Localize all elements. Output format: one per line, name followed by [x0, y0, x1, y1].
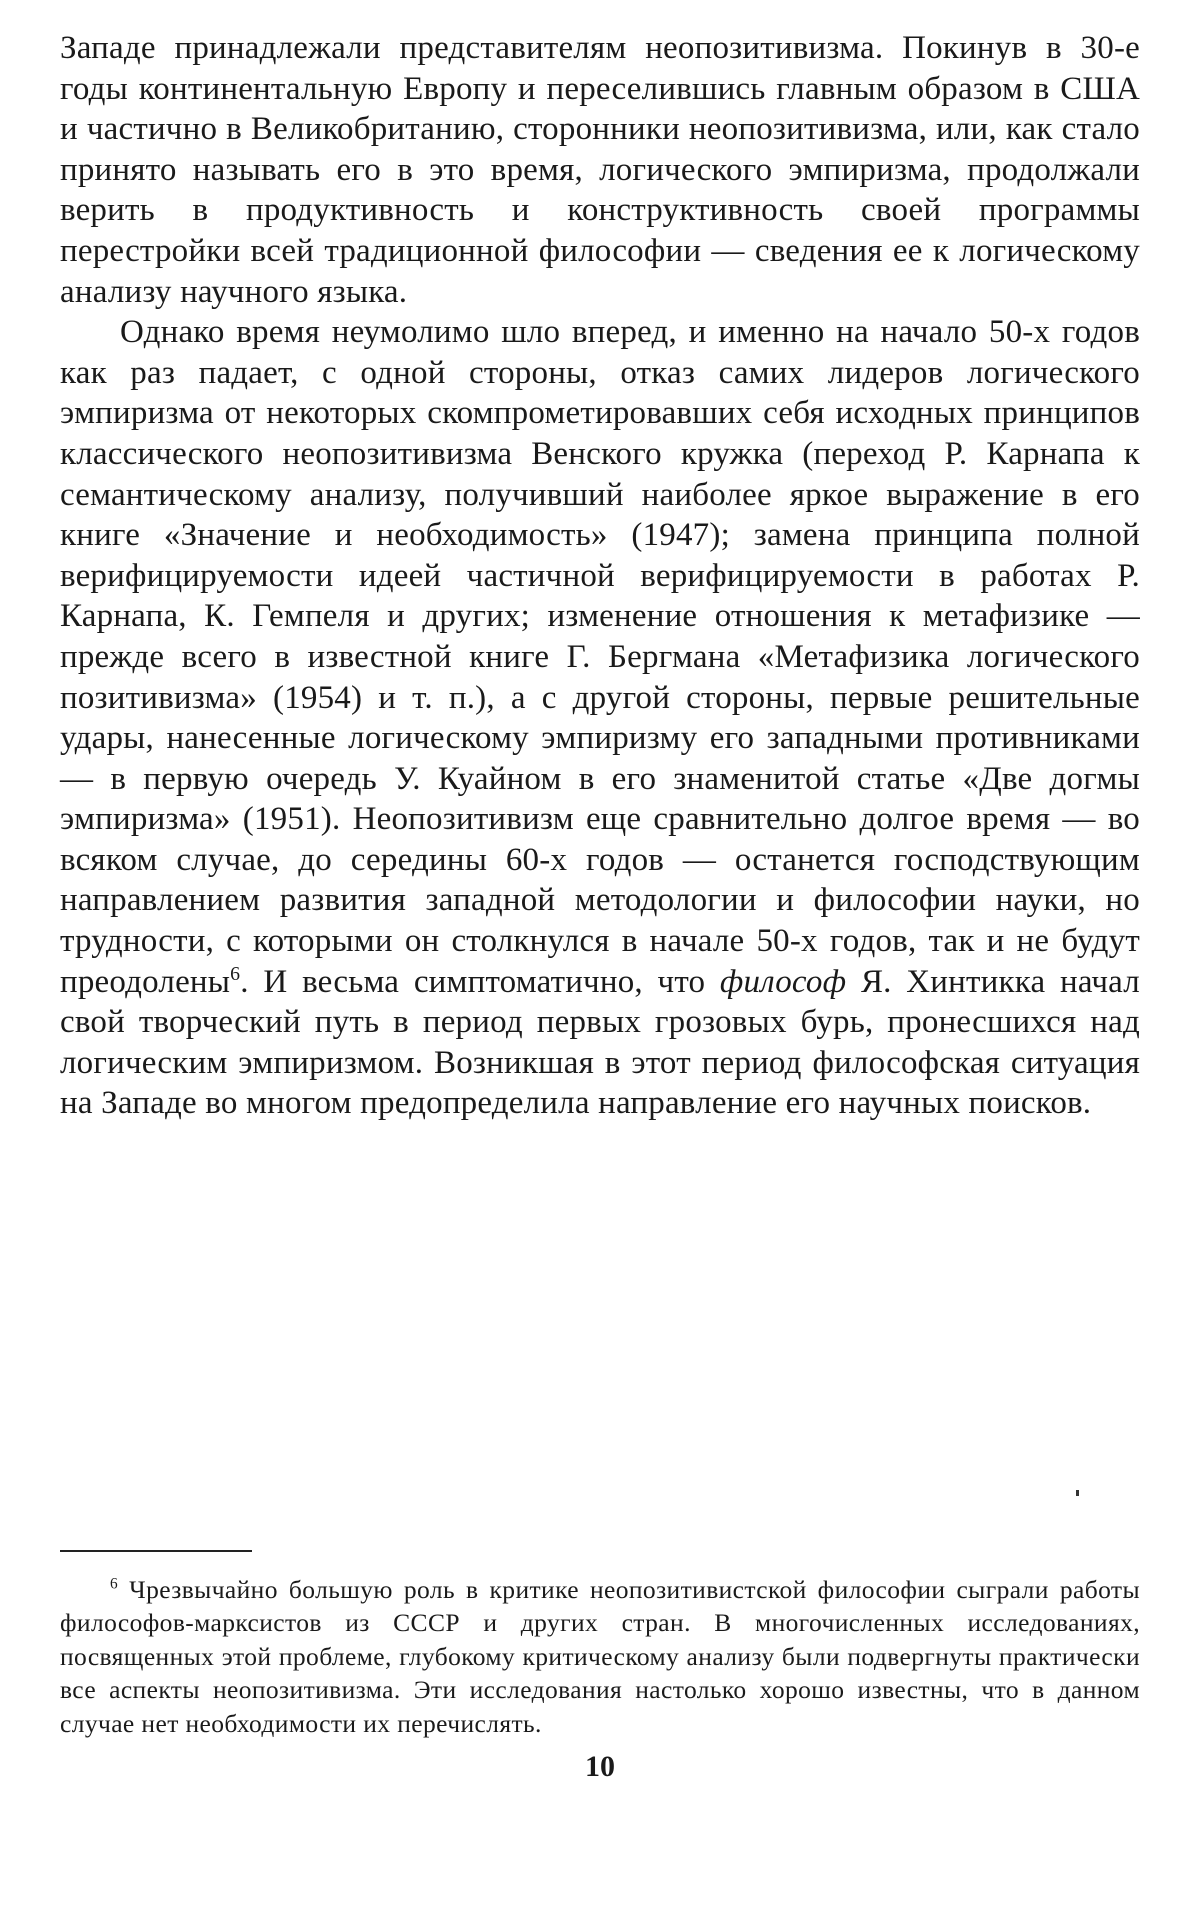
- page-body: [60, 28, 1140, 1124]
- paragraph-2: [60, 312, 1140, 1124]
- page-number: 10: [585, 1750, 615, 1783]
- paragraph-2-text-c: Я. Хинтикка начал свой творческий путь в период первых грозовых бурь, пронесшихся над логическим эмпиризмом. Возникшая в этот период философская ситуация на Западе во многом предопределила направление его научных поисков.: [60, 963, 1140, 1122]
- paragraph-2-text-b: . И весьма симптоматично, что: [240, 963, 706, 1000]
- emphasized-word: философ: [719, 963, 847, 1000]
- paragraph-2-text-a: Однако время неумолимо шло вперед, и именно на начало 50-х годов как раз падает, с одной стороны, отказ самих лидеров логического эмпиризма от некоторых скомпрометировавших себя исходных принципов классического неопозитивизма Венского кружка (переход Р. Карнапа к семантическому анализу, получивший наиболее яркое выражение в его книге «Значение и необходимость» (1947); замена принципа полной верифицируемости идеей частичной верифицируемости в работах Р. Карнапа, К. Гемпеля и других; изменение отношения к метафизике — прежде всего в известной книге Г. Бергмана «Метафизика логического позитивизма» (1954) и т. п.), а с другой стороны, первые решительные удары, нанесенные логическому эмпиризму его западными противниками — в первую очередь У. Куайном в его знаменитой статье «Две догмы эмпиризма» (1951). Неопозитивизм еще сравнительно долгое время — во всяком случае, до середины 60-х годов — останется господствующим направлением развития западной методологии и философии науки, но трудности, с которыми он столкнулся в начале 50-х годов, так и не будут преодолены: [60, 314, 1140, 1000]
- footnote: [60, 1573, 1140, 1740]
- paragraph-1: Западе принадлежали представителям неопозитивизма. Покинув в 30-е годы континентальную Европу и переселившись главным образом в США и частично в Великобританию, сторонники неопозитивизма, или, как стало принято называть его в это время, логического эмпиризма, продолжали верить в продуктивность и конструктивность своей программы перестройки всей традиционной философии — сведения ее к логическому анализу научного языка.: [60, 30, 1140, 310]
- print-speck: [1076, 1490, 1079, 1496]
- footnote-reference[interactable]: 6: [230, 962, 241, 985]
- main-text: [60, 28, 1140, 1124]
- footnote-divider: [60, 1550, 252, 1552]
- footnote-text: Чрезвычайно большую роль в критике неопозитивистской философии сыграли работы философов-марксистов из СССР и других стран. В многочисленных исследованиях, посвященных этой проблеме, глубокому критическому анализу были подвергнуты практически все аспекты неопозитивизма. Эти исследования настолько хорошо известны, что в данном случае нет необходимости их перечислять.: [60, 1575, 1140, 1738]
- footnote-mark: 6: [110, 1575, 119, 1593]
